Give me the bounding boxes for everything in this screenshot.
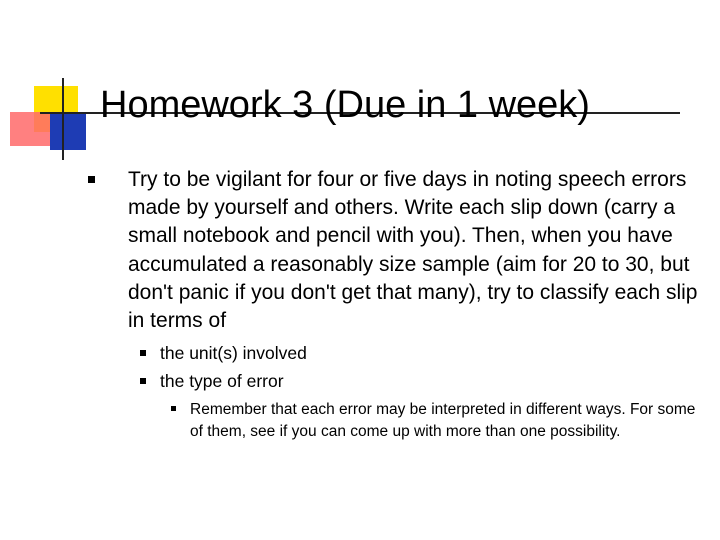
bullet-square-icon — [140, 378, 146, 384]
decor-vertical-line — [62, 78, 64, 160]
sub-bullet-units: the unit(s) involved — [160, 343, 307, 363]
sub-bullet-error-type: the type of error — [160, 371, 284, 391]
decor-blue-square — [50, 114, 86, 150]
sub-sub-bullet-text: Remember that each error may be interpreted in different ways. For some of them, see if you can come up with more than one possibility. — [190, 401, 696, 440]
bullet-square-icon — [140, 350, 146, 356]
slide-title: Homework 3 (Due in 1 week) — [100, 84, 590, 126]
main-bullet-text: Try to be vigilant for four or five days in noting speech errors made by yourself and others. Write each slip down (carry a small notebook and pencil with you). Then, when you have accumulated a reasonably size sample (aim for 20 to 30, but don't panic if you don't get that many), try to classify each slip in terms of — [128, 168, 698, 333]
bullet-square-icon — [171, 406, 176, 411]
decor-red-square — [10, 112, 54, 146]
bullet-square-icon — [88, 176, 95, 183]
